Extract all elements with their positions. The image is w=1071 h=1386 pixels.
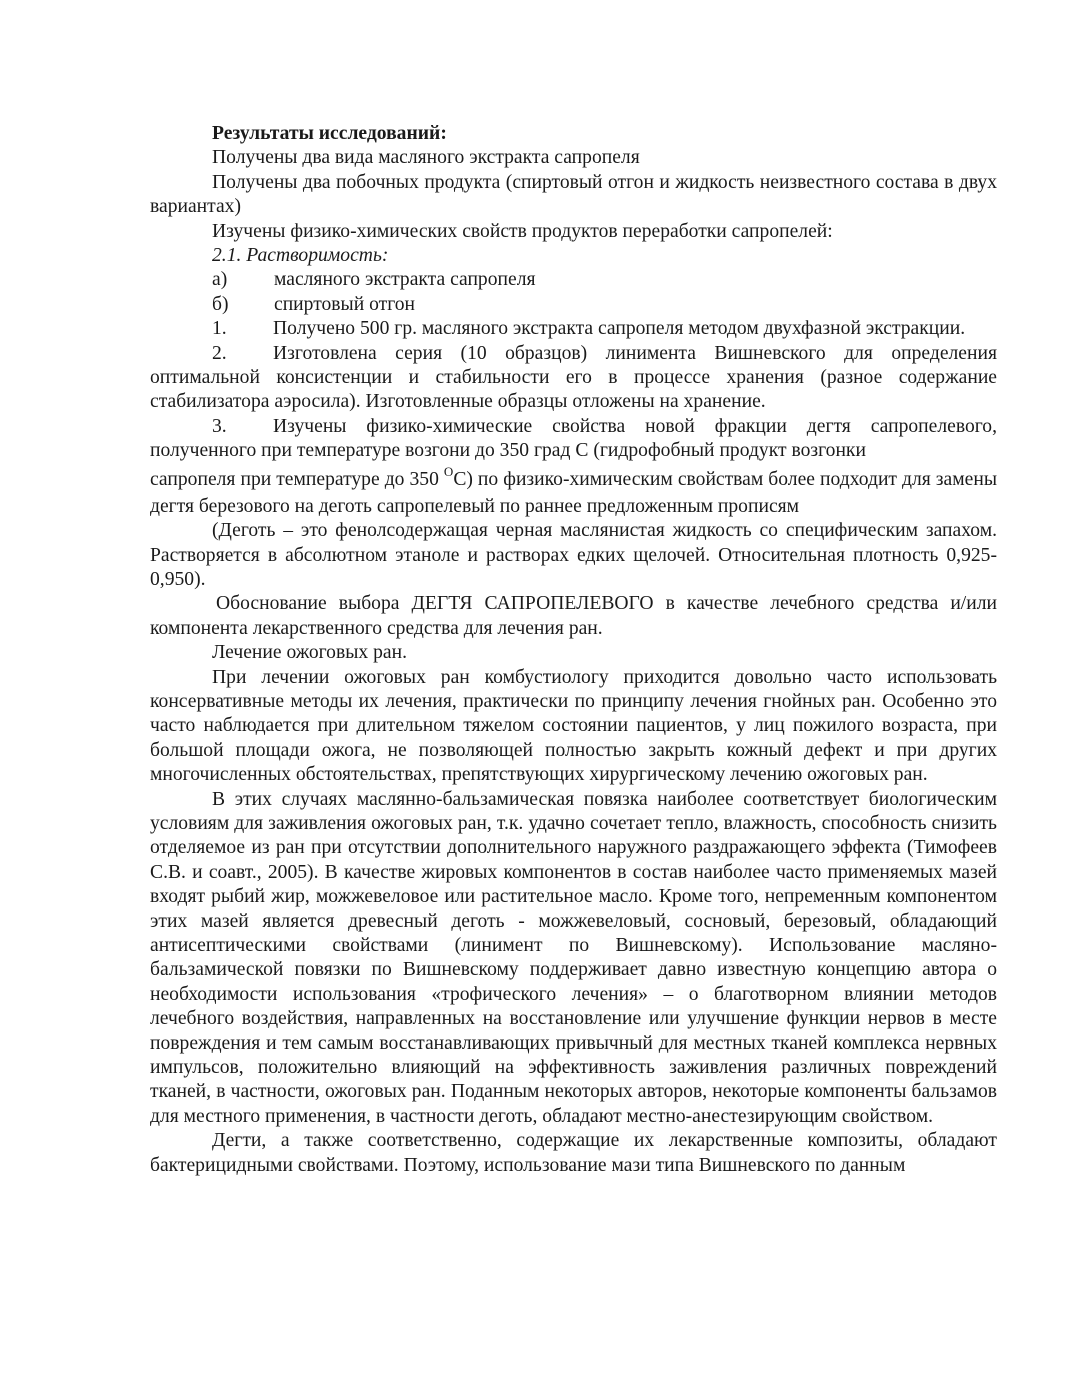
paragraph-treatment-methods: При лечении ожоговых ран комбустиологу приходится довольно часто использовать консервативные методы их лечения, практически по принципу лечения гнойных ран. Особенно это часто наблюдается при длительном тяжелом состоянии пациентов, у лиц пожилого возраста, при большой площади ожога, не позволяющей полностью закрыть кожный дефект и при других многочисленных обстоятельствах, препятствующих хирургическому лечению ожоговых ран. (150, 666, 997, 786)
paragraph-justification: Обоснование выбора ДЕГТЯ САПРОПЕЛЕВОГО в качестве лечебного средства и/или компонента лекарственного средства для лечения ран. (150, 593, 997, 639)
result-line-1: Получены два вида масляного экстракта сапропеля (212, 147, 640, 169)
item-text: Изучены физико-химические свойства новой фракции дегтя сапропелевого, полученного при температуре возгони до 350 град С (гидрофобный продукт возгонки (150, 415, 997, 462)
paragraph-dressing: В этих случаях маслянно-бальзамическая повязка наиболее соответствует биологическим условиям для заживления ожоговых ран, т.к. удачно сочетает тепло, влажность, способность снизить отделяемое из ран при отсутствии дополнительного наружного раздражающего эффекта (Тимофеев С.В. и соавт., 2005). В качестве жировых компонентов в состав наиболее часто применяемых мазей входят рыбий жир, можжевеловое или растительное масло. Кроме того, непременным компонентом этих мазей является древесный деготь - можжевеловый, сосновый, березовый, обладающий антисептическими свойствами (линимент по Вишневскому). Использование масляно-бальзамической повязки по Вишневскому поддерживает давно известную концепцию автора о необходимости использования «трофического лечения» – о благотворном влиянии методов лечебного воздействия, направленных на восстановление или улучшение функции нервов в месте повреждения и тем самым восстанавливающих привычный для местных тканей комплекса нервных импульсов, положительно влияющий на эффективность заживления различных повреждений тканей, в частности, ожоговых ран. Поданным некоторых авторов, некоторые компоненты бальзамов для местного применения, в частности деготь, обладают местно-анестезирующим свойством. (150, 788, 997, 1127)
item-text: Получено 500 гр. масляного экстракта сапропеля методом двухфазной экстракции. (273, 318, 966, 340)
document-page (150, 122, 997, 1178)
section-heading: Результаты исследований: (212, 123, 447, 144)
item-text: сапропеля при температуре до 350 (150, 468, 439, 490)
numbered-item (150, 342, 997, 415)
item-marker: 3. (212, 415, 227, 437)
item-text: Изготовлена серия (10 образцов) линимента Вишневского для определения оптимальной консистенции и стабильности его в процессе хранения (разное содержание стабилизатора аэросила). Изготовленные образцы отложены на хранение. (150, 342, 997, 413)
paragraph-burn-treatment: Лечение ожоговых ран. (212, 642, 407, 664)
list-marker: б) (212, 293, 229, 315)
list-item (150, 268, 997, 292)
item-marker: 1. (212, 318, 227, 340)
list-text: масляного экстракта сапропеля (274, 269, 536, 291)
paragraph-tars: Дегти, а также соответственно, содержащие их лекарственные композиты, обладают бактерицидными свойствами. Поэтому, использование мази типа Вишневского по данным (150, 1130, 997, 1176)
item-text: С) по физико-химическим свойствам более подходит для замены дегтя березового на деготь сапропелевый по раннее предложенным прописям (150, 468, 997, 517)
list-text: спиртовый отгон (274, 293, 416, 315)
result-line-2: Получены два побочных продукта (спиртовый отгон и жидкость неизвестного состава в двух вариантах) (150, 171, 997, 218)
paragraph-degot: (Деготь – это фенолсодержащая черная маслянистая жидкость со специфическим запахом. Растворяется в абсолютном этаноле и растворах едких щелочей. Относительная плотность 0,925-0,950). (150, 520, 997, 590)
superscript: О (443, 463, 454, 479)
list-marker: а) (212, 269, 228, 291)
result-line-3: Изучены физико-химических свойств продуктов переработки сапропелей: (212, 220, 833, 242)
numbered-item (150, 415, 997, 464)
subsection-title: 2.1. Растворимость: (212, 245, 389, 267)
item-marker: 2. (212, 342, 227, 364)
list-item (150, 293, 997, 317)
numbered-item (150, 317, 997, 341)
numbered-item-continuation (150, 464, 997, 519)
